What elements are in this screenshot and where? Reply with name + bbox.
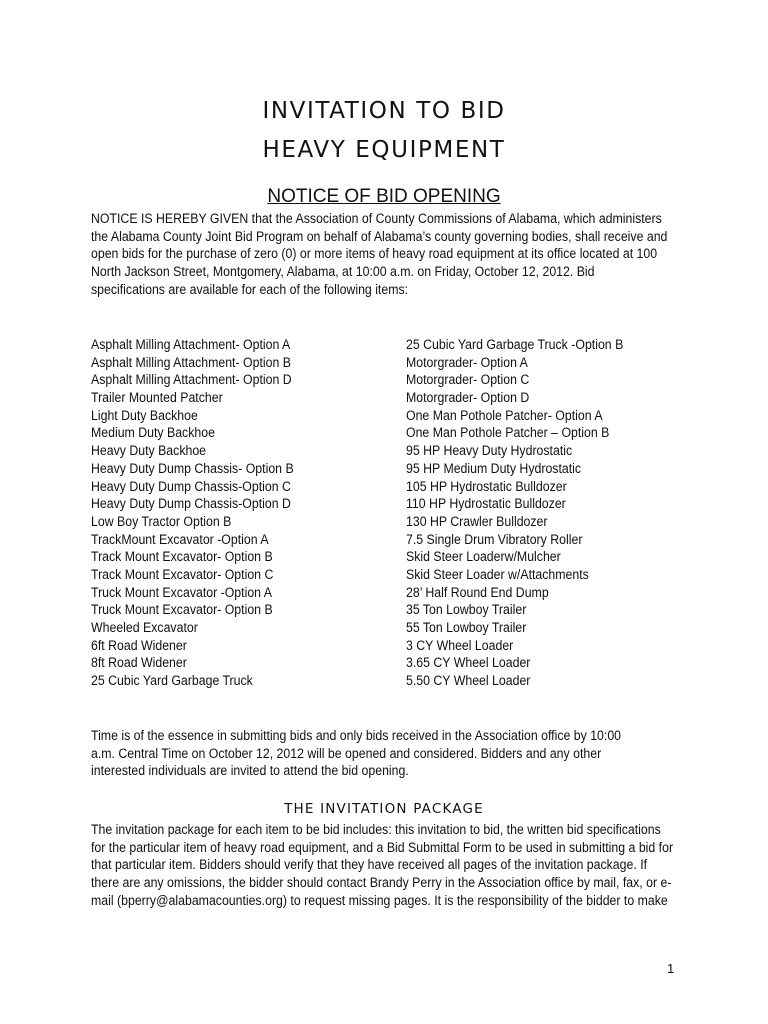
deadline-paragraph bbox=[91, 727, 643, 780]
list-item: Heavy Duty Dump Chassis-Option C bbox=[91, 478, 291, 494]
deadline-line: Time is of the essence in submitting bids and only bids received in the Association office by 10:00 bbox=[91, 728, 622, 743]
list-item: Medium Duty Backhoe bbox=[91, 425, 215, 441]
list-item: Skid Steer Loader w/Attachments bbox=[406, 566, 589, 582]
package-line: that particular item. Bidders should verify that they have received all pages of the invitation package. If bbox=[91, 857, 648, 873]
package-line: there are any omissions, the bidder should contact Brandy Perry in the Association office by mail, fax, or e- bbox=[91, 875, 672, 891]
list-item: Skid Steer Loaderw/Mulcher bbox=[406, 549, 561, 565]
list-item: 25 Cubic Yard Garbage Truck bbox=[91, 673, 253, 689]
deadline-line: interested individuals are invited to attend the bid opening. bbox=[91, 763, 409, 779]
list-item: 7.5 Single Drum Vibratory Roller bbox=[406, 531, 583, 547]
list-item: One Man Pothole Patcher- Option A bbox=[406, 407, 603, 423]
list-item: 5.50 CY Wheel Loader bbox=[406, 673, 531, 689]
package-line: The invitation package for each item to be bid includes: this invitation to bid, the written bid specifications bbox=[91, 822, 661, 837]
invitation-package-paragraph bbox=[91, 821, 674, 909]
intro-line: open bids for the purchase of zero (0) or more items of heavy road equipment at its office located at 100 bbox=[91, 246, 658, 262]
list-item: 3 CY Wheel Loader bbox=[406, 637, 514, 653]
list-item: 130 HP Crawler Bulldozer bbox=[406, 513, 548, 529]
list-item: 95 HP Heavy Duty Hydrostatic bbox=[406, 443, 573, 459]
list-item: Motorgrader- Option C bbox=[406, 372, 530, 388]
list-item: Asphalt Milling Attachment- Option B bbox=[91, 354, 291, 370]
page-number: 1 bbox=[667, 961, 675, 976]
list-item: Truck Mount Excavator- Option B bbox=[91, 602, 273, 618]
intro-paragraph bbox=[91, 210, 668, 298]
list-item: 110 HP Hydrostatic Bulldozer bbox=[406, 496, 566, 512]
list-item: Asphalt Milling Attachment- Option D bbox=[91, 372, 292, 388]
intro-line: NOTICE IS HEREBY GIVEN that the Association of County Commissions of Alabama, which administers bbox=[91, 211, 662, 226]
list-item: Truck Mount Excavator -Option A bbox=[91, 584, 272, 600]
list-item: 25 Cubic Yard Garbage Truck -Option B bbox=[406, 337, 624, 352]
intro-line: North Jackson Street, Montgomery, Alabama, at 10:00 a.m. on Friday, October 12, 2012. Bid bbox=[91, 264, 595, 280]
list-item: 8ft Road Widener bbox=[91, 655, 187, 671]
list-item: 3.65 CY Wheel Loader bbox=[406, 655, 531, 671]
deadline-line: a.m. Central Time on October 12, 2012 will be opened and considered. Bidders and any other bbox=[91, 745, 602, 761]
items-list-left bbox=[91, 336, 367, 690]
list-item: Heavy Duty Dump Chassis- Option B bbox=[91, 460, 294, 476]
list-item: Asphalt Milling Attachment- Option A bbox=[91, 337, 291, 352]
list-item: Track Mount Excavator- Option B bbox=[91, 549, 273, 565]
list-item: 105 HP Hydrostatic Bulldozer bbox=[406, 478, 567, 494]
list-item: TrackMount Excavator -Option A bbox=[91, 531, 269, 547]
list-item: Low Boy Tractor Option B bbox=[91, 513, 232, 529]
items-list-right bbox=[406, 336, 682, 690]
intro-line: the Alabama County Joint Bid Program on behalf of Alabama’s county governing bodies, shall receive and bbox=[91, 228, 668, 244]
list-item: 6ft Road Widener bbox=[91, 637, 187, 653]
document-title-line-1: INVITATION TO BID bbox=[262, 98, 506, 124]
document-title-line-2: HEAVY EQUIPMENT bbox=[262, 137, 506, 163]
list-item: Wheeled Excavator bbox=[91, 620, 198, 635]
package-line: for the particular item of heavy road equipment, and a Bid Submittal Form to be used in submitting a bid for bbox=[91, 839, 674, 855]
list-item: Motorgrader- Option D bbox=[406, 390, 530, 406]
package-line: mail (bperry@alabamacounties.org) to request missing pages. It is the responsibility of the bidder to make bbox=[91, 892, 668, 908]
notice-heading: NOTICE OF BID OPENING bbox=[267, 186, 501, 207]
list-item: Heavy Duty Backhoe bbox=[91, 443, 207, 459]
list-item: Track Mount Excavator- Option C bbox=[91, 566, 274, 582]
list-item: One Man Pothole Patcher – Option B bbox=[406, 425, 610, 441]
list-item: 28’ Half Round End Dump bbox=[406, 584, 549, 600]
list-item: 55 Ton Lowboy Trailer bbox=[406, 620, 527, 635]
list-item: Trailer Mounted Patcher bbox=[91, 390, 223, 406]
intro-line: specifications are available for each of the following items: bbox=[91, 281, 409, 297]
list-item: Motorgrader- Option A bbox=[406, 354, 528, 370]
list-item: 35 Ton Lowboy Trailer bbox=[406, 602, 527, 618]
list-item: 95 HP Medium Duty Hydrostatic bbox=[406, 460, 582, 476]
invitation-package-heading: THE INVITATION PACKAGE bbox=[284, 801, 484, 817]
list-item: Heavy Duty Dump Chassis-Option D bbox=[91, 496, 291, 512]
list-item: Light Duty Backhoe bbox=[91, 407, 198, 423]
